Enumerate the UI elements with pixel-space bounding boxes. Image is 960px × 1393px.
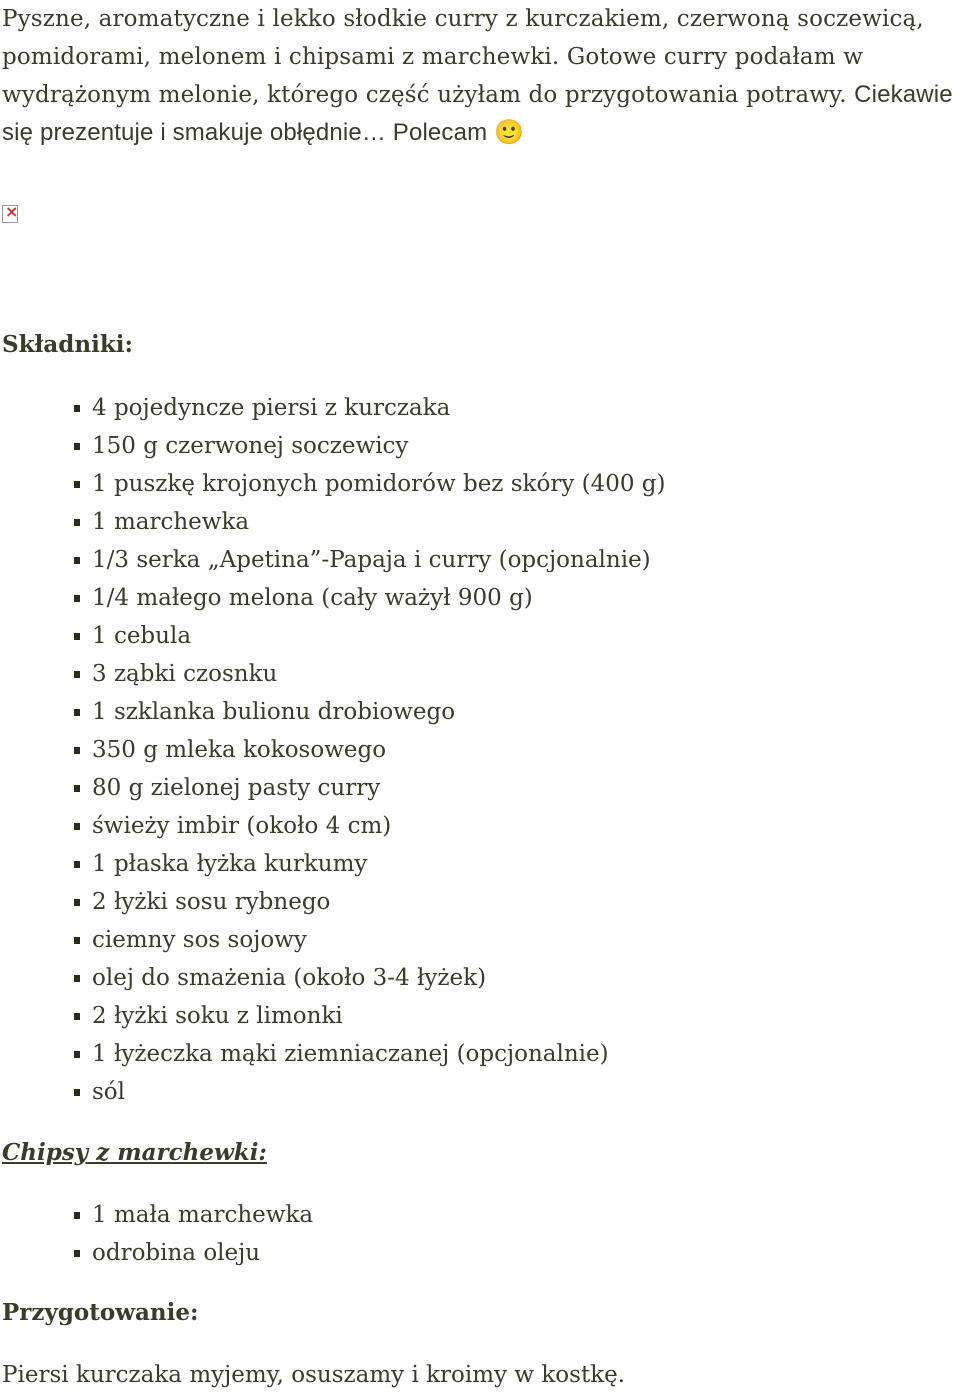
list-item: olej do smażenia (około 3-4 łyżek) (74, 959, 666, 997)
list-item: 1/3 serka „Apetina”-Papaja i curry (opcjonalnie) (74, 541, 666, 579)
list-item: 2 łyżki soku z limonki (74, 997, 666, 1035)
list-item: 1 marchewka (74, 503, 666, 541)
list-item: 1 łyżeczka mąki ziemniaczanej (opcjonalnie) (74, 1035, 666, 1073)
list-item: sól (74, 1073, 666, 1111)
list-item: 3 ząbki czosnku (74, 655, 666, 693)
list-item: 1 puszkę krojonych pomidorów bez skóry (400 g) (74, 465, 666, 503)
list-item: 2 łyżki sosu rybnego (74, 883, 666, 921)
list-item: 350 g mleka kokosowego (74, 731, 666, 769)
intro-text-sans: Ciekawie się prezentuje i smakuje obłędnie… Polecam 🙂 (2, 81, 953, 146)
chips-heading: Chipsy z marchewki: (2, 1139, 267, 1166)
list-item: 150 g czerwonej soczewicy (74, 427, 666, 465)
intro-paragraph (2, 0, 960, 152)
list-item: 80 g zielonej pasty curry (74, 769, 666, 807)
chips-list (74, 1196, 313, 1272)
ingredients-heading: Składniki: (2, 331, 134, 358)
ingredients-list (74, 389, 666, 1111)
intro-text: Pyszne, aromatyczne i lekko słodkie curry z kurczakiem, czerwoną soczewicą, pomidorami, melonem i chipsami z marchewki. Gotowe curry podałam w wydrążonym melonie, którego część użyłam do przygotowania potrawy. (2, 6, 924, 108)
list-item: 4 pojedyncze piersi z kurczaka (74, 389, 666, 427)
list-item: 1 płaska łyżka kurkumy (74, 845, 666, 883)
preparation-text: Piersi kurczaka myjemy, osuszamy i kroimy w kostkę. (2, 1362, 626, 1388)
list-item: odrobina oleju (74, 1234, 313, 1272)
list-item: świeży imbir (około 4 cm) (74, 807, 666, 845)
list-item: 1/4 małego melona (cały ważył 900 g) (74, 579, 666, 617)
list-item: ciemny sos sojowy (74, 921, 666, 959)
list-item: 1 mała marchewka (74, 1196, 313, 1234)
list-item: 1 cebula (74, 617, 666, 655)
broken-image-icon (2, 205, 18, 223)
list-item: 1 szklanka bulionu drobiowego (74, 693, 666, 731)
preparation-heading: Przygotowanie: (2, 1299, 199, 1326)
